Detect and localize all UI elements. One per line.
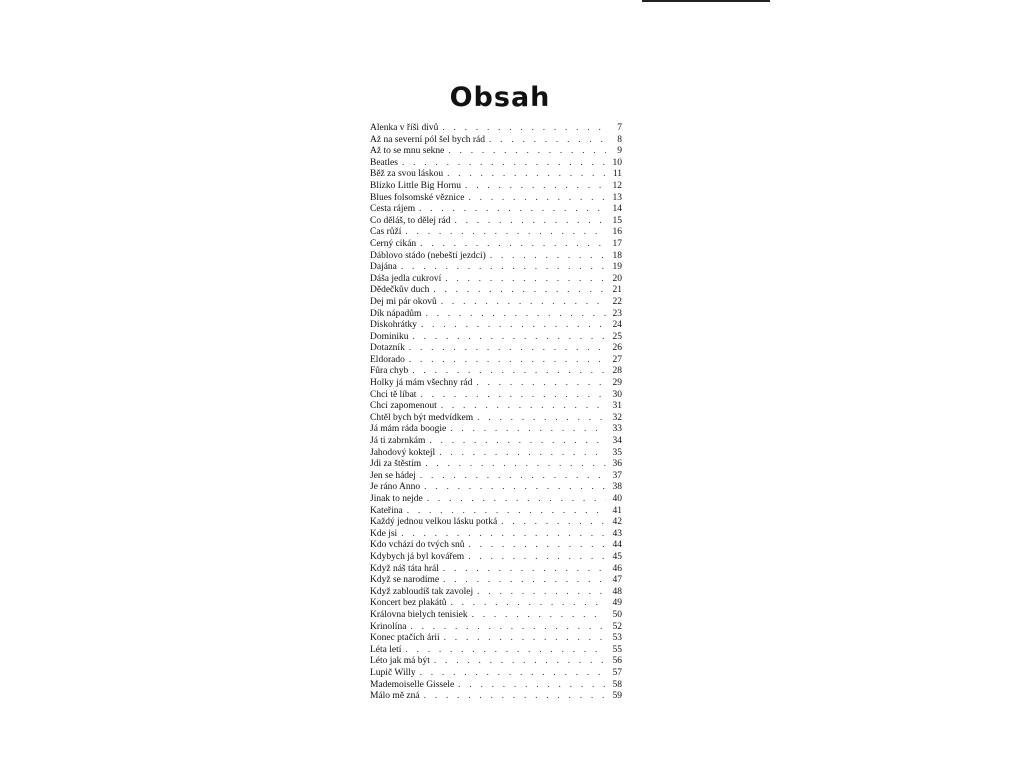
toc-entry-page-number: 14 xyxy=(612,204,622,215)
toc-entry-title: Čas růží xyxy=(370,227,402,238)
toc-entry-page-number: 15 xyxy=(612,215,622,226)
dot-leader xyxy=(489,135,606,147)
toc-entry-title: Mademoiselle Gissele xyxy=(370,679,455,690)
toc-entry xyxy=(370,564,622,576)
toc-entry-page-number: 40 xyxy=(612,494,622,504)
dot-leader xyxy=(472,610,606,622)
toc-entry xyxy=(370,436,622,448)
top-edge-rule xyxy=(642,0,770,2)
toc-entry xyxy=(370,193,622,205)
toc-entry-page-number: 31 xyxy=(612,401,622,412)
toc-entry xyxy=(370,204,622,216)
dot-leader xyxy=(468,540,606,552)
dot-leader xyxy=(442,123,606,135)
toc-entry xyxy=(370,575,622,587)
toc-entry xyxy=(370,517,622,529)
dot-leader xyxy=(429,436,606,448)
dot-leader xyxy=(443,575,606,587)
dot-leader xyxy=(434,656,606,668)
dot-leader xyxy=(409,343,606,355)
dot-leader xyxy=(401,529,606,541)
toc-entry-title: Málo mě zná xyxy=(370,691,420,702)
toc-entry-title: Ďáblovo stádo (nebeští jezdci) xyxy=(370,250,486,261)
dot-leader xyxy=(421,320,606,332)
toc-entry-page-number: 59 xyxy=(612,691,622,702)
toc-entry-title: Je ráno Anno xyxy=(370,482,421,493)
toc-entry-title: Léto jak má být xyxy=(370,656,430,667)
dot-leader xyxy=(401,262,606,274)
toc-entry xyxy=(370,401,622,413)
toc-entry-title: Léta letí xyxy=(370,644,402,655)
toc-entry-title: Dotazník xyxy=(370,343,405,354)
toc-entry-page-number: 24 xyxy=(612,320,622,331)
toc-entry-page-number: 28 xyxy=(612,366,622,377)
dot-leader xyxy=(407,506,606,518)
toc-entry xyxy=(370,146,622,158)
toc-entry xyxy=(370,587,622,599)
toc-entry-page-number: 21 xyxy=(612,285,622,296)
dot-leader xyxy=(441,401,606,413)
dot-leader xyxy=(501,517,606,529)
dot-leader xyxy=(405,227,606,239)
toc-entry xyxy=(370,181,622,193)
dot-leader xyxy=(447,169,606,181)
dot-leader xyxy=(410,622,606,634)
toc-entry-title: Jen se hádej xyxy=(370,470,416,481)
toc-entry xyxy=(370,424,622,436)
dot-leader xyxy=(425,459,606,471)
toc-entry-page-number: 12 xyxy=(612,180,622,191)
toc-entry-title: Kateřina xyxy=(370,505,403,516)
dot-leader xyxy=(458,680,606,692)
dot-leader xyxy=(425,309,606,321)
toc-entry xyxy=(370,506,622,518)
toc-entry xyxy=(370,309,622,321)
toc-entry-title: Chtěl bych být medvídkem xyxy=(370,412,474,423)
toc-entry-title: Královna bielych tenisiek xyxy=(370,609,468,620)
toc-entry-title: Dík nápadům xyxy=(370,308,422,319)
toc-entry-page-number: 55 xyxy=(612,644,622,655)
toc-entry-title: Až na severní pól šel bych rád xyxy=(370,134,486,145)
dot-leader xyxy=(477,413,606,425)
toc-entry-title: Jdi za štěstím xyxy=(370,459,422,470)
toc-entry-title: Dej mi pár okovů xyxy=(370,296,437,307)
toc-entry xyxy=(370,622,622,634)
dot-leader xyxy=(441,297,606,309)
toc-entry-title: Kdo vchází do tvých snů xyxy=(370,540,465,551)
toc-entry-page-number: 37 xyxy=(612,470,622,481)
dot-leader xyxy=(409,355,606,367)
toc-entry xyxy=(370,123,622,135)
toc-entry-title: Dáša jedla cukroví xyxy=(370,273,442,284)
toc-entry-page-number: 25 xyxy=(612,331,622,342)
dot-leader xyxy=(424,691,606,703)
toc-entry-page-number: 33 xyxy=(612,424,622,435)
toc-entry xyxy=(370,633,622,645)
toc-entry-title: Alenka v říši divů xyxy=(370,123,439,133)
toc-entry-page-number: 42 xyxy=(612,517,622,528)
toc-entry-title: Až to se mnu sekne xyxy=(370,146,445,157)
dot-leader xyxy=(450,424,606,436)
dot-leader xyxy=(468,552,606,564)
toc-entry-page-number: 16 xyxy=(612,227,622,238)
toc-entry-page-number: 34 xyxy=(612,436,622,447)
dot-leader xyxy=(424,482,606,494)
toc-entry xyxy=(370,494,622,506)
dot-leader xyxy=(420,239,606,251)
toc-entry-page-number: 27 xyxy=(612,354,622,365)
toc-entry-page-number: 44 xyxy=(612,540,622,551)
toc-entry xyxy=(370,668,622,680)
page-title: Obsah xyxy=(449,82,551,114)
toc-entry-title: Co děláš, to dělej rád xyxy=(370,215,451,226)
toc-entry-page-number: 29 xyxy=(612,378,622,389)
toc-entry-title: Holky já mám všechny rád xyxy=(370,378,473,389)
dot-leader xyxy=(412,366,606,378)
toc-entry xyxy=(370,691,622,703)
toc-entry xyxy=(370,297,622,309)
toc-entry xyxy=(370,366,622,378)
toc-entry-page-number: 56 xyxy=(612,656,622,667)
toc-entry-title: Konec ptačích árií xyxy=(370,633,440,644)
toc-entry-title: Krinolína xyxy=(370,621,407,632)
dot-leader xyxy=(465,181,606,193)
toc-entry xyxy=(370,158,622,170)
toc-entry xyxy=(370,378,622,390)
dot-leader xyxy=(413,332,606,344)
toc-entry-title: Dědečkův duch xyxy=(370,285,430,296)
dot-leader xyxy=(439,448,606,460)
dot-leader xyxy=(444,633,606,645)
toc-entry xyxy=(370,540,622,552)
toc-entry xyxy=(370,216,622,228)
toc-entry-title: Běž za svou láskou xyxy=(370,169,444,180)
toc-entry xyxy=(370,274,622,286)
toc-entry xyxy=(370,355,622,367)
toc-entry xyxy=(370,169,622,181)
toc-entry-title: Dominiku xyxy=(370,331,409,342)
toc-entry-page-number: 23 xyxy=(612,308,622,319)
toc-entry-page-number: 17 xyxy=(612,238,622,249)
toc-entry-page-number: 49 xyxy=(612,598,622,609)
toc-entry-page-number: 20 xyxy=(612,273,622,284)
toc-entry-page-number: 45 xyxy=(612,551,622,562)
toc-entry-title: Černý cikán xyxy=(370,238,417,249)
toc-entry xyxy=(370,482,622,494)
dot-leader xyxy=(451,598,607,610)
dot-leader xyxy=(477,587,606,599)
toc-entry xyxy=(370,135,622,147)
toc-entry-page-number: 41 xyxy=(612,505,622,516)
dot-leader xyxy=(476,378,606,390)
toc-entry-title: Každý jednou velkou lásku potká xyxy=(370,517,498,528)
toc-entry-title: Kdybych já byl kovářem xyxy=(370,551,465,562)
toc-entry xyxy=(370,285,622,297)
toc-entry-page-number: 52 xyxy=(612,621,622,632)
toc-entry-title: Jinak to nejde xyxy=(370,494,423,504)
toc-entry-page-number: 47 xyxy=(612,575,622,586)
dot-leader xyxy=(445,274,606,286)
dot-leader xyxy=(405,645,606,657)
toc-entry-page-number: 35 xyxy=(612,447,622,458)
table-of-contents xyxy=(370,123,622,703)
toc-entry-page-number: 58 xyxy=(612,679,622,690)
dot-leader xyxy=(443,564,606,576)
toc-entry-title: Chci zapomenout xyxy=(370,401,437,412)
toc-entry-title: Koncert bez plakátů xyxy=(370,598,447,609)
toc-entry-page-number: 26 xyxy=(612,343,622,354)
toc-entry xyxy=(370,332,622,344)
toc-entry-page-number: 32 xyxy=(612,412,622,423)
toc-entry-title: Když náš táta hrál xyxy=(370,563,439,574)
toc-entry-page-number: 9 xyxy=(617,146,622,157)
toc-entry-page-number: 36 xyxy=(612,459,622,470)
dot-leader xyxy=(454,216,606,228)
toc-entry-page-number: 46 xyxy=(612,563,622,574)
toc-entry-page-number: 22 xyxy=(612,296,622,307)
toc-entry-title: Blízko Little Big Hornu xyxy=(370,180,462,191)
toc-entry-page-number: 19 xyxy=(612,262,622,273)
toc-entry xyxy=(370,529,622,541)
dot-leader xyxy=(468,193,606,205)
toc-entry-page-number: 38 xyxy=(612,482,622,493)
toc-entry xyxy=(370,227,622,239)
toc-entry xyxy=(370,598,622,610)
toc-entry-title: Cesta rájem xyxy=(370,204,416,215)
toc-entry-page-number: 50 xyxy=(612,609,622,620)
toc-entry-page-number: 57 xyxy=(612,667,622,678)
toc-entry xyxy=(370,251,622,263)
dot-leader xyxy=(419,204,606,216)
toc-entry xyxy=(370,610,622,622)
dot-leader xyxy=(427,494,606,506)
dot-leader xyxy=(420,668,606,680)
toc-entry-page-number: 8 xyxy=(617,134,622,145)
toc-entry xyxy=(370,680,622,692)
toc-entry-page-number: 18 xyxy=(612,250,622,261)
toc-entry-page-number: 30 xyxy=(612,389,622,400)
toc-entry-title: Diskohrátky xyxy=(370,320,417,331)
toc-entry-title: Lupič Willy xyxy=(370,667,416,678)
toc-entry-title: Já ti zabrnkám xyxy=(370,436,426,447)
toc-entry-page-number: 53 xyxy=(612,633,622,644)
toc-entry-title: Jahodový koktejl xyxy=(370,447,436,458)
toc-entry xyxy=(370,656,622,668)
toc-entry-page-number: 13 xyxy=(612,192,622,203)
toc-entry-page-number: 10 xyxy=(612,157,622,168)
toc-entry xyxy=(370,471,622,483)
dot-leader xyxy=(420,390,606,402)
toc-entry xyxy=(370,343,622,355)
dot-leader xyxy=(490,251,606,263)
toc-entry xyxy=(370,448,622,460)
dot-leader xyxy=(433,285,606,297)
toc-entry-title: Když se narodíme xyxy=(370,575,440,586)
toc-entry-page-number: 43 xyxy=(612,528,622,539)
toc-entry-title: Blues folsomské věznice xyxy=(370,192,465,203)
toc-entry-title: Eldorado xyxy=(370,354,405,365)
toc-entry-title: Beatles xyxy=(370,157,398,168)
toc-entry-title: Chci tě líbat xyxy=(370,389,417,400)
toc-entry xyxy=(370,320,622,332)
dot-leader xyxy=(420,471,606,483)
toc-entry xyxy=(370,390,622,402)
toc-entry xyxy=(370,239,622,251)
toc-entry-title: Dajána xyxy=(370,262,397,273)
toc-entry xyxy=(370,262,622,274)
dot-leader xyxy=(448,146,606,158)
toc-entry xyxy=(370,645,622,657)
dot-leader xyxy=(402,158,606,170)
toc-entry-title: Já mám ráda boogie xyxy=(370,424,447,435)
toc-entry-page-number: 48 xyxy=(612,586,622,597)
toc-entry-title: Kde jsi xyxy=(370,528,398,539)
toc-entry-title: Když zabloudíš tak zavolej xyxy=(370,586,474,597)
toc-entry-page-number: 7 xyxy=(617,123,622,133)
toc-entry xyxy=(370,552,622,564)
toc-entry-title: Fůra chyb xyxy=(370,366,409,377)
toc-entry xyxy=(370,413,622,425)
toc-entry-page-number: 11 xyxy=(612,169,622,180)
toc-entry xyxy=(370,459,622,471)
